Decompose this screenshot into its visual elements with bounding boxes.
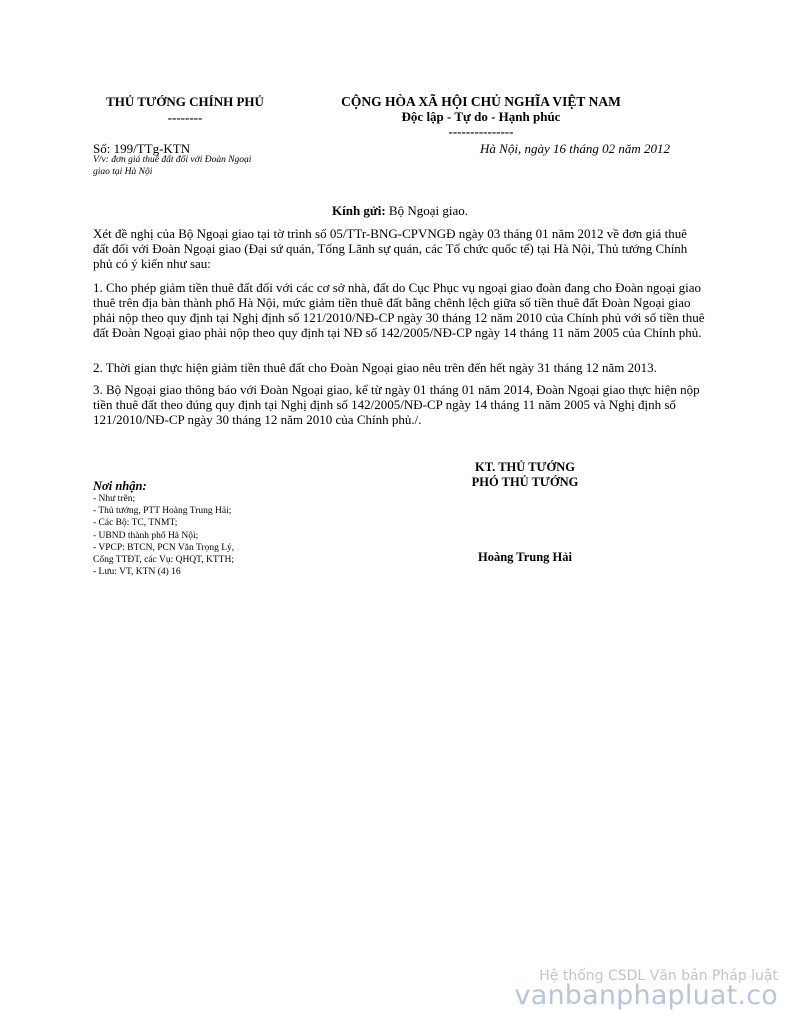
recipient-item: - Lưu: VT, KTN (4) 16 — [93, 567, 181, 578]
motto: Độc lập - Tự do - Hạnh phúc — [401, 109, 561, 124]
issuer-block — [60, 94, 310, 126]
signature-title-2: PHÓ THỦ TƯỚNG — [471, 475, 579, 489]
recipient-item: - VPCP: BTCN, PCN Văn Trọng Lý, — [93, 542, 235, 553]
recipient-name: Bộ Ngoại giao. — [385, 203, 468, 218]
recipient-item: - Như trên; — [93, 494, 136, 504]
item-2-paragraph: 2. Thời gian thực hiện giảm tiền thuê đất cho Đoàn Ngoại giao nêu trên đến hết ngày 31 tháng 12 năm 2013. — [93, 360, 657, 375]
subject-line-2: giao tại Hà Nội — [93, 167, 153, 177]
recipient-item: - Các Bộ: TC, TNMT; — [93, 518, 178, 529]
motto-rule: --------------- — [448, 124, 514, 139]
nation-block — [300, 94, 662, 139]
signature-title-1: KT. THỦ TƯỚNG — [475, 460, 575, 474]
document-subject — [93, 154, 308, 178]
recipients-title: Nơi nhận: — [93, 479, 147, 493]
signature-block — [420, 460, 630, 490]
nation-name: CỘNG HÒA XÃ HỘI CHỦ NGHĨA VIỆT NAM — [341, 94, 621, 109]
recipient-line — [0, 203, 800, 219]
recipient-item: - UBND thành phố Hà Nội; — [93, 530, 199, 541]
subject-line-1: V/v: đơn giá thuê đất đối với Đoàn Ngoại — [93, 155, 252, 165]
document-number: Số: 199/TTg-KTN — [93, 141, 191, 156]
issuer-name: THỦ TƯỚNG CHÍNH PHỦ — [106, 94, 264, 109]
recipient-item: Cổng TTĐT, các Vụ: QHQT, KTTH; — [93, 555, 234, 566]
recipient-label: Kính gửi: — [331, 203, 386, 218]
signer-name: Hoàng Trung Hải — [477, 550, 572, 564]
document-date: Hà Nội, ngày 16 tháng 02 năm 2012 — [480, 141, 670, 156]
recipients-list — [93, 493, 293, 578]
issuer-rule: -------- — [167, 110, 203, 125]
recipient-item: - Thủ tướng, PTT Hoàng Trung Hải; — [93, 506, 232, 517]
watermark-caption: Hệ thống CSDL Văn bản Pháp luật — [539, 968, 778, 984]
watermark-site: vanbanphapluat.co — [514, 980, 778, 1011]
intro-paragraph: Xét đề nghị của Bộ Ngoại giao tại tờ trình số 05/TTr-BNG-CPVNGĐ ngày 03 tháng 01 năm 2012 về đơn giá thuê đất đối với Đoàn Ngoại giao (Đại sứ quán, Tổng Lãnh sự quán, các Tổ chức quốc tế) tại Hà Nội, Thủ tướng Chính phủ có ý kiến như sau: — [93, 226, 688, 271]
item-3-paragraph: 3. Bộ Ngoại giao thông báo với Đoàn Ngoại giao, kể từ ngày 01 tháng 01 năm 2014, Đoàn Ngoại giao thực hiện nộp tiền thuê đất theo đúng quy định tại Nghị định số 142/2005/NĐ-CP ngày 14 tháng 11 năm 2005 và Nghị định số 121/2010/NĐ-CP ngày 30 tháng 12 năm 2010 của Chính phủ./. — [93, 382, 700, 427]
item-1-paragraph: 1. Cho phép giảm tiền thuê đất đối với các cơ sở nhà, đất do Cục Phục vụ ngoại giao đoàn đang cho Đoàn ngoại giao thuê trên địa bàn thành phố Hà Nội, mức giảm tiền thuê đất bằng chênh lệch giữa số tiền thuê đất Đoàn Ngoại giao phải nộp theo quy định tại Nghị định số 121/2010/NĐ-CP ngày 30 tháng 12 năm 2010 của Chính phủ với số tiền thuê đất Đoàn Ngoại giao phải nộp theo quy định tại NĐ số 142/2005/NĐ-CP ngày 14 tháng 11 năm 2005 của Chính phủ. — [93, 280, 705, 340]
